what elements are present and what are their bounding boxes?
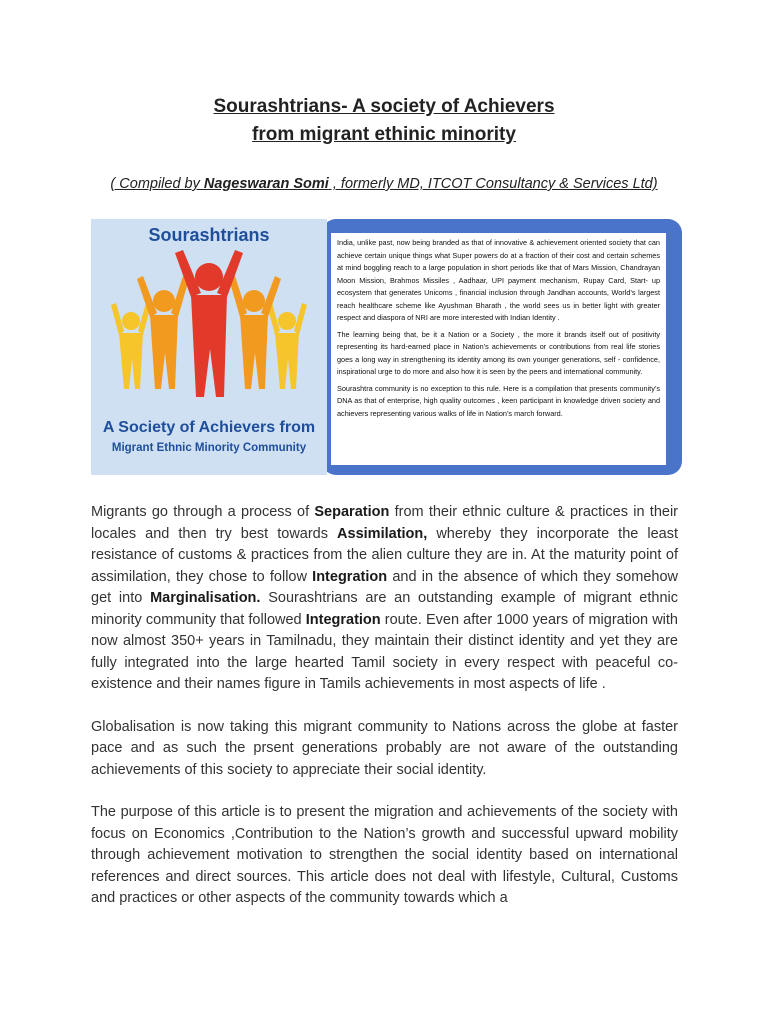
bold-term: Separation [314,504,390,520]
credit-suffix: , formerly MD, ITCOT Consultancy & Services Ltd) [328,176,658,192]
bold-term: Assimilation, [337,525,428,542]
banner-text-box [331,233,666,465]
banner-paragraph: The learning being that, be it a Nation or a Society , the more it brands itself out of positivity representing its hard-earned place in Nation’s achievements or contributions from real life stories goes a long way in strengthening its identity among its own younger generations, self - confidence, inspirational urge to do more and also how it is seen by the peers and international community. [337,329,660,376]
body-paragraph-3: The purpose of this article is to present the migration and achievements of the society with focus on Economics ,Contribution to the Nation’s growth and successful upward mobility through achievement motivation to strengthen the social identity based on international references and direct sources. This article does not deal with lifestyle, Cultural, Customs and practices or other aspects of the community towards which a [91,804,678,906]
text-run: route. Even after 1000 years of migration with now almost 350+ years in Tamilnadu, they maintain their distinct identity and yet they are fully integrated into the large hearted Tamil society in every respect with peaceful co-existence and their names figure in Tamils achievements in most aspects of life . [91,611,678,692]
body-paragraph-2: Globalisation is now taking this migrant community to Nations across the globe at faster pace and as such the prsent generations probably are not aware of the outstanding achievements of this society to appreciate their social identity. [91,718,678,778]
banner-paragraph: India, unlike past, now being branded as that of innovative & achievement oriented society that can achieve certain unique things what Super powers do at a fraction of their cost and certain schemes at mind boggling reach to a large population in short periods like that of Mars Mission, Chandrayan Moon Mission, Brahmos Missiles , Aadhaar, UPI payment mechanism, Rupay Card, Start- up ecosystem that generates Unicoms , financial inclusion through Jandhan accounts, World’s largest reach healthcare scheme like Ayushman Bharath , the world sees us in better light with greater respect and diaspora of NRI are more interested with Indian Identity . [337,238,660,322]
logo-title: Sourashtrians [148,225,270,245]
banner-paragraph: Sourashtra community is no exception to this rule. Here is a compilation that presents community’s DNA as that of enterprise, high quality outcomes , keen participant in knowledge driven society and achievers representing various walks of life in Nation’s march forward. [337,383,660,418]
title-line-2: from migrant ethinic minority [252,124,516,145]
text-run: Migrants go through a process of [91,504,315,520]
logo-tagline-2: Migrant Ethnic Minority Community [111,442,307,454]
compiled-by-credit [0,176,768,192]
header-banner-image [91,219,682,475]
achievers-figures-icon [109,249,309,417]
text-run: whereby they incorporate the least resistance of customs & practices from the alien culture they are in. At the maturity point of assimilation, they chose to follow [91,525,679,585]
author-name: Nageswaran Somi [203,176,329,192]
logo-tagline-1: A Society of Achievers from [102,419,316,436]
body-paragraph-1 [91,502,678,696]
text-run: from their ethnic culture & practices in their locales and then try best towards [91,504,678,542]
sourashtrians-logo [91,219,327,475]
bold-term: Marginalisation. [150,590,261,606]
credit-prefix: ( Compiled by [110,176,204,192]
document-title [0,93,768,149]
bold-term: Integration [312,568,388,585]
article-body [91,502,678,931]
bold-term: Integration [305,611,381,628]
text-run: and in the absence of which they somehow get into [91,568,678,606]
text-run: Sourashtrians are an outstanding example of migrant ethnic minority community that followed [91,590,679,628]
title-line-1: Sourashtrians- A society of Achievers [213,96,555,117]
